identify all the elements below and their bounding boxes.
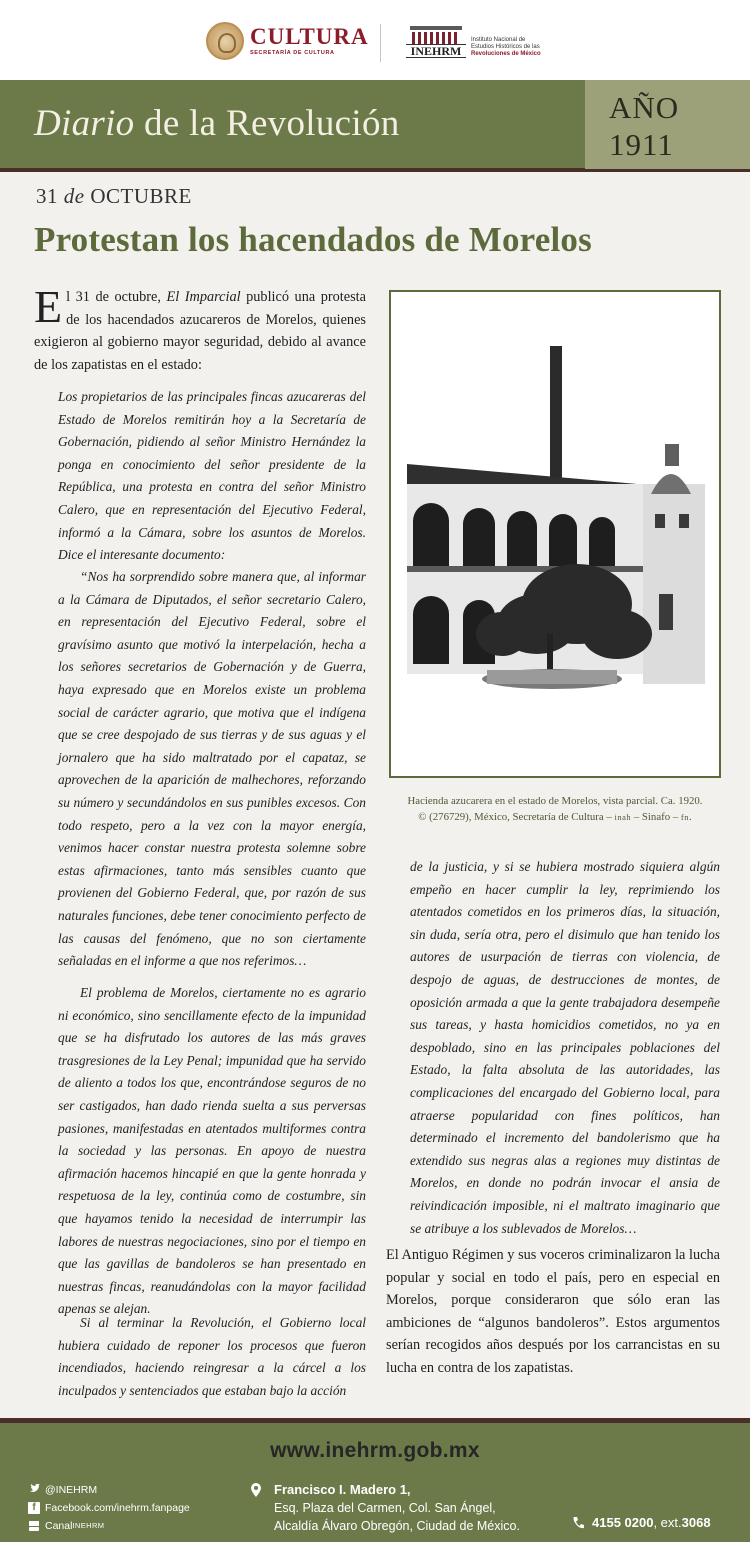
building-icon	[406, 26, 466, 58]
location-pin-icon	[250, 1483, 262, 1497]
address-block	[254, 1481, 520, 1535]
quote-paragraph-1: Los propietarios de las principales fincas azucareras del Estado de Morelos remitirán hoy a la Secretaría de Gobernación, pidiendo al señor Ministro Hernández la ponga en conocimiento del señor presidente de la República, una protesta en contra del señor Ministro Calero, que en representación del Ejecutivo Federal, informó a la Cámara, sobre los asuntos de Morelos. Dice el interesante documento:	[58, 389, 366, 563]
quote-paragraph-2: “Nos ha sorprendido sobre manera que, al informar a la Cámara de Diputados, el señor secretario Calero, en representación del Ejecutivo Federal, sobre el gravísimo asunto que motivó la interpelación, hecha a los señores secretarios de Gobernación y de Guerra, haya expresado que en Morelos existe un problema social de carácter agrario, que motiva que el indígena que se cree despojado de sus tierras y de sus aguas y el jornalero que ha sido maltratado por el capataz, se aprovechen de la aparición de malhechores, reforzando su número y secundándolos en sus punibles excesos. Con todo respeto, pero a la vez con la mayor energía, venimos hacer constar nuestra protesta solemne sobre estas afirmaciones, tanto más sensibles cuanto que provienen del Gobierno Federal, que, por razón de sus naturales funciones, debe tener conocimiento perfecto de las causas del fenómeno, que no son ciertamente señaladas en el informe a que nos referimos…	[58, 569, 366, 969]
article-date: 31 de OCTUBRE	[36, 184, 192, 208]
photo-frame	[389, 290, 721, 778]
mexico-seal-icon	[206, 22, 244, 60]
photo-caption: Hacienda azucarera en el estado de Morelos, vista parcial. Ca. 1920. © (276729), México, Secretaría de Cultura – inah – Sinafo – fn.	[407, 795, 703, 823]
hacienda-image	[407, 334, 705, 714]
footer	[0, 1418, 750, 1542]
youtube-icon	[28, 1520, 40, 1532]
phone-icon	[572, 1516, 584, 1530]
inehrm-fullname: Instituto Nacional de Estudios Históricos de las Revoluciones de México	[471, 37, 541, 57]
website-link[interactable]: www.inehrm.gob.mx	[270, 1439, 480, 1462]
quote-paragraph-4: Si al terminar la Revolución, el Gobierno local hubiera cuidado de reponer los procesos que fueron incendiados, haciendo reingresar a la cárcel a los inculpados y sentenciados que estaban bajo la acción	[58, 1315, 366, 1398]
address-line-3: Alcaldía Álvaro Obregón, Ciudad de México.	[274, 1519, 520, 1533]
lead-paragraph: El 31 de octubre, El Imparcial publicó una protesta de los hacendados azucareros de Morelos, quienes exigieron al gobierno mayor seguridad, debido al avance de los zapatistas en el estado:	[34, 281, 366, 373]
article-headline: Protestan los hacendados de Morelos	[34, 220, 592, 259]
logo-divider	[380, 24, 381, 62]
closing-paragraph: El Antiguo Régimen y sus voceros criminalizaron la lucha popular y social en todo el país, pero en especial en Morelos, porque consideraron que sólo eran las ambiciones de “algunos bandoleros”. Estos argumentos serían recogidos años después por los carrancistas en su lucha en contra de los zapatistas.	[386, 1247, 720, 1376]
source-name: El Imparcial	[166, 289, 241, 305]
address-line-2: Esq. Plaza del Carmen, Col. San Ángel,	[274, 1501, 496, 1515]
year-value: 1911	[609, 127, 674, 162]
inehrm-acronym: INEHRM	[406, 44, 466, 58]
cultura-name: CULTURA	[250, 24, 369, 49]
cultura-subtitle: SECRETARÍA DE CULTURA	[250, 50, 335, 56]
year-label: AÑO	[609, 90, 680, 125]
hacienda-photo[interactable]	[407, 334, 705, 714]
phone-number[interactable]: 4155 0200 , ext. 3068	[572, 1515, 711, 1530]
drop-cap: E	[34, 281, 63, 332]
youtube-link[interactable]: Canal INEHRM	[28, 1517, 190, 1535]
address-street: Francisco I. Madero 1,	[274, 1482, 411, 1497]
facebook-link[interactable]: f Facebook.com/inehrm.fanpage	[28, 1499, 190, 1517]
cultura-logo[interactable]	[206, 22, 369, 60]
social-links	[28, 1481, 190, 1535]
twitter-link[interactable]: @INEHRM	[28, 1481, 190, 1499]
inehrm-logo[interactable]	[406, 26, 541, 58]
quote-paragraph-3: El problema de Morelos, ciertamente no es agrario ni económico, sino sencillamente efecto de la impunidad que se ha disfrutado los autores de las más graves trasgresiones de la Ley Penal; impunidad que ha servido de aliento a todos los que, encontrándose seguros de no ser castigados, han dado rienda suelta a sus perversas pasiones, manifestadas en atentados multiformes contra la sociedad y las personas. En apoyo de nuestra afirmación hacemos hincapié en que la gente honrada y respetuosa de la ley, continúa como de costumbre, sin que hayamos tenido la necesidad de interrumpir las labores de nuestras negociaciones, sino por el tiempo en que las gavillas de bandoleros se han presentado en nuestras fincas, reanudándolas con la mayor facilidad apenas se alejan.	[58, 985, 366, 1317]
year-badge	[585, 80, 750, 169]
twitter-icon	[28, 1484, 40, 1496]
top-header	[0, 0, 750, 80]
facebook-icon: f	[28, 1502, 40, 1514]
publication-title: Diario de la Revolución	[34, 103, 400, 144]
quote-paragraph-4-continued: de la justicia, y si se hubiera mostrado siquiera algún empeño en hacer cumplir la ley, reprimiendo los atentados cometidos en los primeros días, la situación, sin duda, sería otra, pero el disimulo que han tenido los autores de usurpación de tierras con violencia, de despojo de aguas, de destrucciones de montes, de oposición armada a que la gente trabajadora desempeñe sus tareas, y hasta homicidios cometidos, no ya en despoblado, sino en las principales poblaciones del Estado, la falta absoluta de las autoridades, las complicaciones del encargado del Gobierno local, para atraerse popularidad con fines políticos, han determinado el incremento del bandolerismo que ha extendido sus negras alas a regiones muy distintas de Morelos, en donde no podrán invocar el ansia de reivindicación imposible, ni el maltrato imaginario que se atribuye a los sublevados de Morelos…	[410, 859, 720, 1236]
